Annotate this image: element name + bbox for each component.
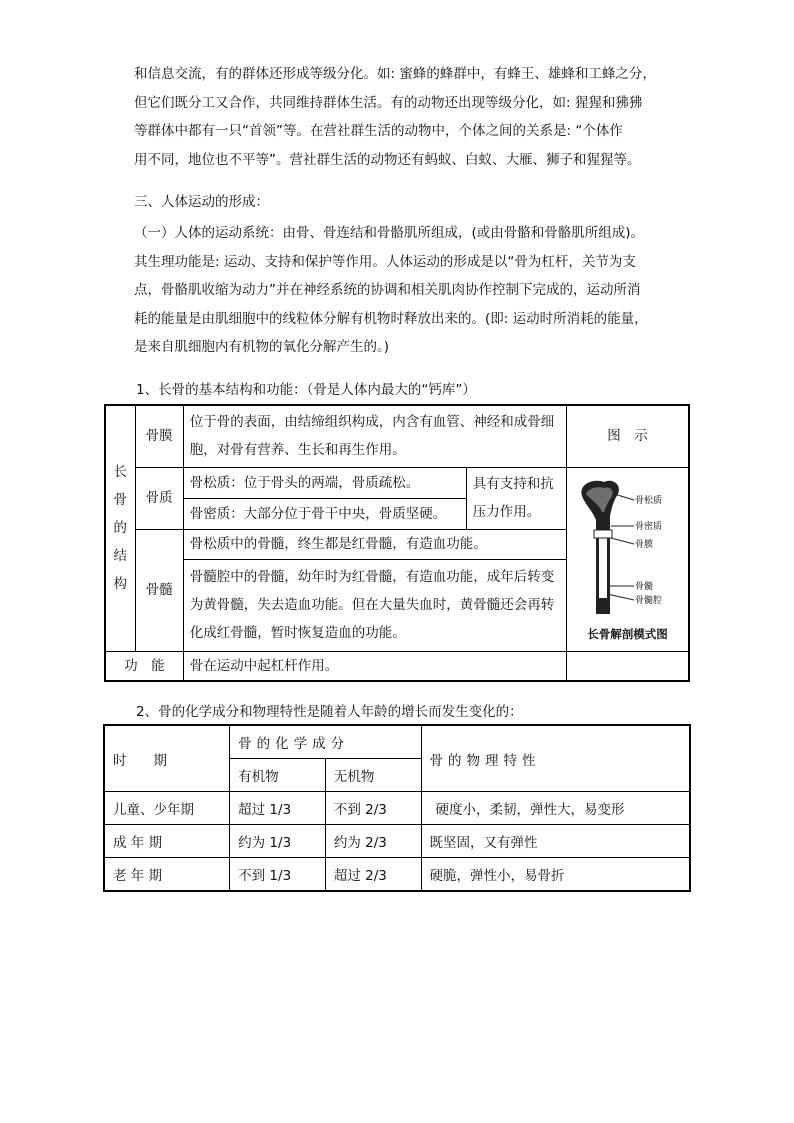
caption-long-bone: 1、长骨的基本结构和功能：（骨是人体内最大的“钙库”） (136, 382, 476, 398)
section3-title: 三、人体运动的形成： (134, 194, 269, 210)
period-header: 时 期 (104, 725, 230, 792)
figure-header: 图 示 (567, 405, 689, 467)
figure-label-marrow: 骨髓 (634, 582, 653, 592)
period-cell: 老 年 期 (104, 858, 230, 892)
table-row (104, 825, 690, 858)
phys-header: 骨的物理特性 (421, 725, 690, 792)
long-bone-table (104, 404, 690, 682)
support-desc: 具有支持和抗压力作用。 (466, 467, 566, 529)
caption-bone-composition: 2、骨的化学成分和物理特性是随着人年龄的增长而发生变化的： (136, 704, 523, 720)
structure-label-cell: 长 骨 的 结 构 (105, 405, 135, 651)
periosteum-desc: 位于骨的表面，由结缔组织构成，内含有血管、神经和成骨细胞，对骨有营养、生长和再生作用。 (183, 405, 566, 467)
motion-line: 耗的能量是由肌细胞中的线粒体分解有机物时释放出来的。(即: 运动时所消耗的能量， (134, 310, 648, 327)
motion-line: 是来自肌细胞内有机物的氧化分解产生的。) (134, 339, 390, 355)
marrow-spongy-desc: 骨松质中的骨髓，终生都是红骨髓，有造血功能。 (183, 529, 566, 559)
motion-line: 点，骨骼肌收缩为动力”并在神经系统的协调和相关肌肉协作控制下完成的，运动所消 (134, 282, 641, 298)
figure-label-marrow-cavity: 骨髓腔 (634, 596, 662, 606)
phys-cell: 硬脆，弹性小，易骨折 (421, 858, 690, 892)
figure-label-spongy: 骨松质 (634, 496, 662, 506)
motion-paragraph (134, 219, 670, 362)
inorganic-cell: 超过 2/3 (325, 858, 421, 892)
periosteum-label: 骨膜 (135, 405, 183, 467)
spongy-bone-desc: 骨松质：位于骨头的两端，骨质疏松。 (183, 467, 466, 498)
long-bone-diagram-icon (574, 476, 682, 626)
figure-caption: 长骨解剖模式图 (587, 627, 668, 641)
intro-paragraph (134, 60, 670, 174)
organic-cell: 约为 1/3 (230, 825, 326, 858)
marrow-cavity-desc: 骨髓腔中的骨髓，幼年时为红骨髓，有造血功能，成年后转变为黄骨髓，失去造血功能。但在大量失血时，黄骨髓还会再转化成红骨髓，暂时恢复造血的功能。 (183, 559, 566, 651)
organic-header: 有机物 (230, 759, 326, 792)
inorganic-cell: 不到 2/3 (325, 792, 421, 825)
figure-label-compact: 骨密质 (634, 522, 662, 532)
period-cell: 儿童、少年期 (104, 792, 230, 825)
phys-cell: 硬度小，柔韧，弹性大，易变形 (421, 792, 690, 825)
motion-line: 其生理功能是: 运动、支持和保护等作用。人体运动的形成是以“骨为杠杆，关节为支 (134, 253, 636, 270)
table-row (104, 792, 690, 825)
figure-label-periosteum: 骨膜 (634, 540, 653, 550)
marrow-label: 骨髓 (135, 529, 183, 651)
intro-line: 用不同，地位也不平等”。营社群生活的动物还有蚂蚁、白蚁、大雁、狮子和猩猩等。 (134, 151, 641, 168)
inorganic-cell: 约为 2/3 (325, 825, 421, 858)
table-row (104, 858, 690, 892)
organic-cell: 超过 1/3 (230, 792, 326, 825)
organic-cell: 不到 1/3 (230, 858, 326, 892)
intro-line: 等群体中都有一只“首领”等。在营社群生活的动物中，个体之间的关系是: “个体作 (134, 123, 623, 139)
motion-line: （一）人体的运动系统：由骨、骨连结和骨骼肌所组成，(或由骨骼和骨骼肌所组成)。 (134, 225, 645, 241)
intro-line: 和信息交流，有的群体还形成等级分化。如: 蜜蜂的蜂群中，有蜂王、雄蜂和工蜂之分， (134, 66, 656, 82)
inorganic-header: 无机物 (325, 759, 421, 792)
function-desc: 骨在运动中起杠杆作用。 (183, 651, 566, 681)
function-label: 功 能 (105, 651, 183, 681)
bone-substance-label: 骨质 (135, 467, 183, 529)
bone-figure-cell (567, 467, 689, 651)
bone-composition-table (103, 724, 691, 892)
compact-bone-desc: 骨密质：大部分位于骨干中央，骨质坚硬。 (183, 498, 466, 529)
phys-cell: 既坚固，又有弹性 (421, 825, 690, 858)
period-cell: 成 年 期 (104, 825, 230, 858)
chem-header: 骨的化学成分 (230, 725, 421, 759)
intro-line: 但它们既分工又合作，共同维持群体生活。有的动物还出现等级分化，如: 猩猩和狒狒 (134, 94, 643, 111)
